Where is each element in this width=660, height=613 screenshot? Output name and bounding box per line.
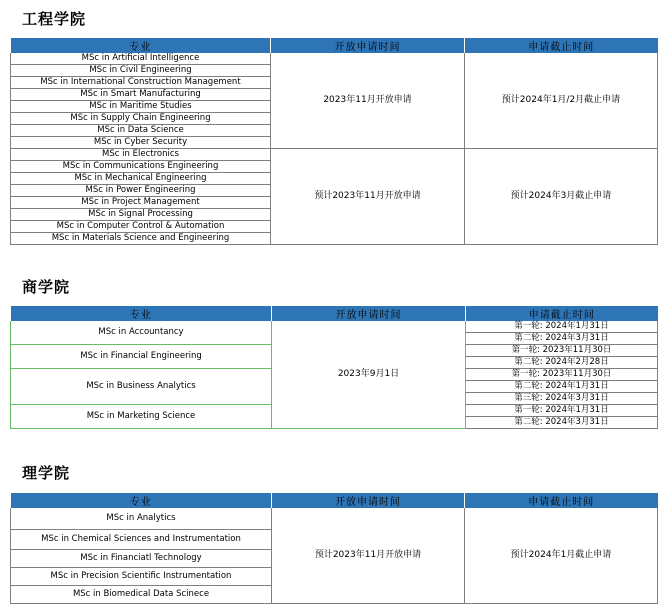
- program-cell: MSc in Financiatl Technology: [11, 549, 272, 567]
- header-program: 专业: [11, 306, 272, 321]
- table-header-row: [11, 306, 658, 321]
- table-row: [11, 149, 658, 161]
- program-cell: MSc in Maritime Studies: [11, 101, 271, 113]
- program-cell: MSc in Artificial Intelligence: [11, 53, 271, 65]
- engineering-title: 工程学院: [22, 10, 87, 28]
- science-table: [10, 493, 658, 604]
- program-cell: MSc in Communications Engineering: [11, 161, 271, 173]
- program-cell: MSc in Computer Control & Automation: [11, 221, 271, 233]
- header-deadline: 申请截止时间: [466, 306, 658, 321]
- deadline-cell: 第二轮: 2024年1月31日: [466, 381, 658, 393]
- science-title: 理学院: [22, 464, 71, 482]
- table-header-row: [11, 493, 658, 508]
- program-cell: MSc in Project Management: [11, 197, 271, 209]
- business-table: [10, 306, 658, 429]
- program-cell: MSc in Accountancy: [11, 321, 272, 345]
- deadline-cell: 第一轮: 2023年11月30日: [466, 345, 658, 357]
- program-cell: MSc in Materials Science and Engineering: [11, 233, 271, 245]
- open-time-cell: 预计2023年11月开放申请: [271, 149, 465, 245]
- program-cell: MSc in Civil Engineering: [11, 65, 271, 77]
- program-cell: MSc in Power Engineering: [11, 185, 271, 197]
- program-cell: MSc in Biomedical Data Scinece: [11, 585, 272, 603]
- program-cell: MSc in International Construction Management: [11, 77, 271, 89]
- program-cell: MSc in Mechanical Engineering: [11, 173, 271, 185]
- table-row: [11, 321, 658, 333]
- deadline-cell: 预计2024年3月截止申请: [465, 149, 658, 245]
- program-cell: MSc in Electronics: [11, 149, 271, 161]
- table-header-row: [11, 38, 658, 53]
- open-time-cell: 2023年9月1日: [272, 321, 466, 429]
- header-program: 专业: [11, 493, 272, 508]
- deadline-cell: 预计2024年1月/2月截止申请: [465, 53, 658, 149]
- program-cell: MSc in Data Science: [11, 125, 271, 137]
- deadline-cell: 第一轮: 2024年1月31日: [466, 405, 658, 417]
- open-time-cell: 预计2023年11月开放申请: [272, 508, 465, 603]
- engineering-table: [10, 38, 658, 245]
- program-cell: MSc in Precision Scientific Instrumentation: [11, 567, 272, 585]
- program-cell: MSc in Cyber Security: [11, 137, 271, 149]
- program-cell: MSc in Chemical Sciences and Instrumentation: [11, 529, 272, 549]
- deadline-cell: 第二轮: 2024年2月28日: [466, 357, 658, 369]
- deadline-cell: 第一轮: 2023年11月30日: [466, 369, 658, 381]
- program-cell: MSc in Business Analytics: [11, 369, 272, 405]
- program-cell: MSc in Financial Engineering: [11, 345, 272, 369]
- program-cell: MSc in Smart Manufacturing: [11, 89, 271, 101]
- header-open: 开放申请时间: [272, 493, 465, 508]
- program-cell: MSc in Supply Chain Engineering: [11, 113, 271, 125]
- deadline-cell: 第二轮: 2024年3月31日: [466, 417, 658, 429]
- deadline-cell: 第一轮: 2024年1月31日: [466, 321, 658, 333]
- open-time-cell: 2023年11月开放申请: [271, 53, 465, 149]
- program-cell: MSc in Analytics: [11, 508, 272, 529]
- header-deadline: 申请截止时间: [465, 38, 658, 53]
- header-open: 开放申请时间: [271, 38, 465, 53]
- deadline-cell: 第二轮: 2024年3月31日: [466, 333, 658, 345]
- table-row: [11, 508, 658, 529]
- header-open: 开放申请时间: [272, 306, 466, 321]
- deadline-cell: 第三轮: 2024年3月31日: [466, 393, 658, 405]
- table-row: [11, 53, 658, 65]
- header-deadline: 申请截止时间: [465, 493, 658, 508]
- deadline-cell: 预计2024年1月截止申请: [465, 508, 658, 603]
- header-program: 专业: [11, 38, 271, 53]
- program-cell: MSc in Signal Processing: [11, 209, 271, 221]
- business-title: 商学院: [22, 278, 71, 296]
- program-cell: MSc in Marketing Science: [11, 405, 272, 429]
